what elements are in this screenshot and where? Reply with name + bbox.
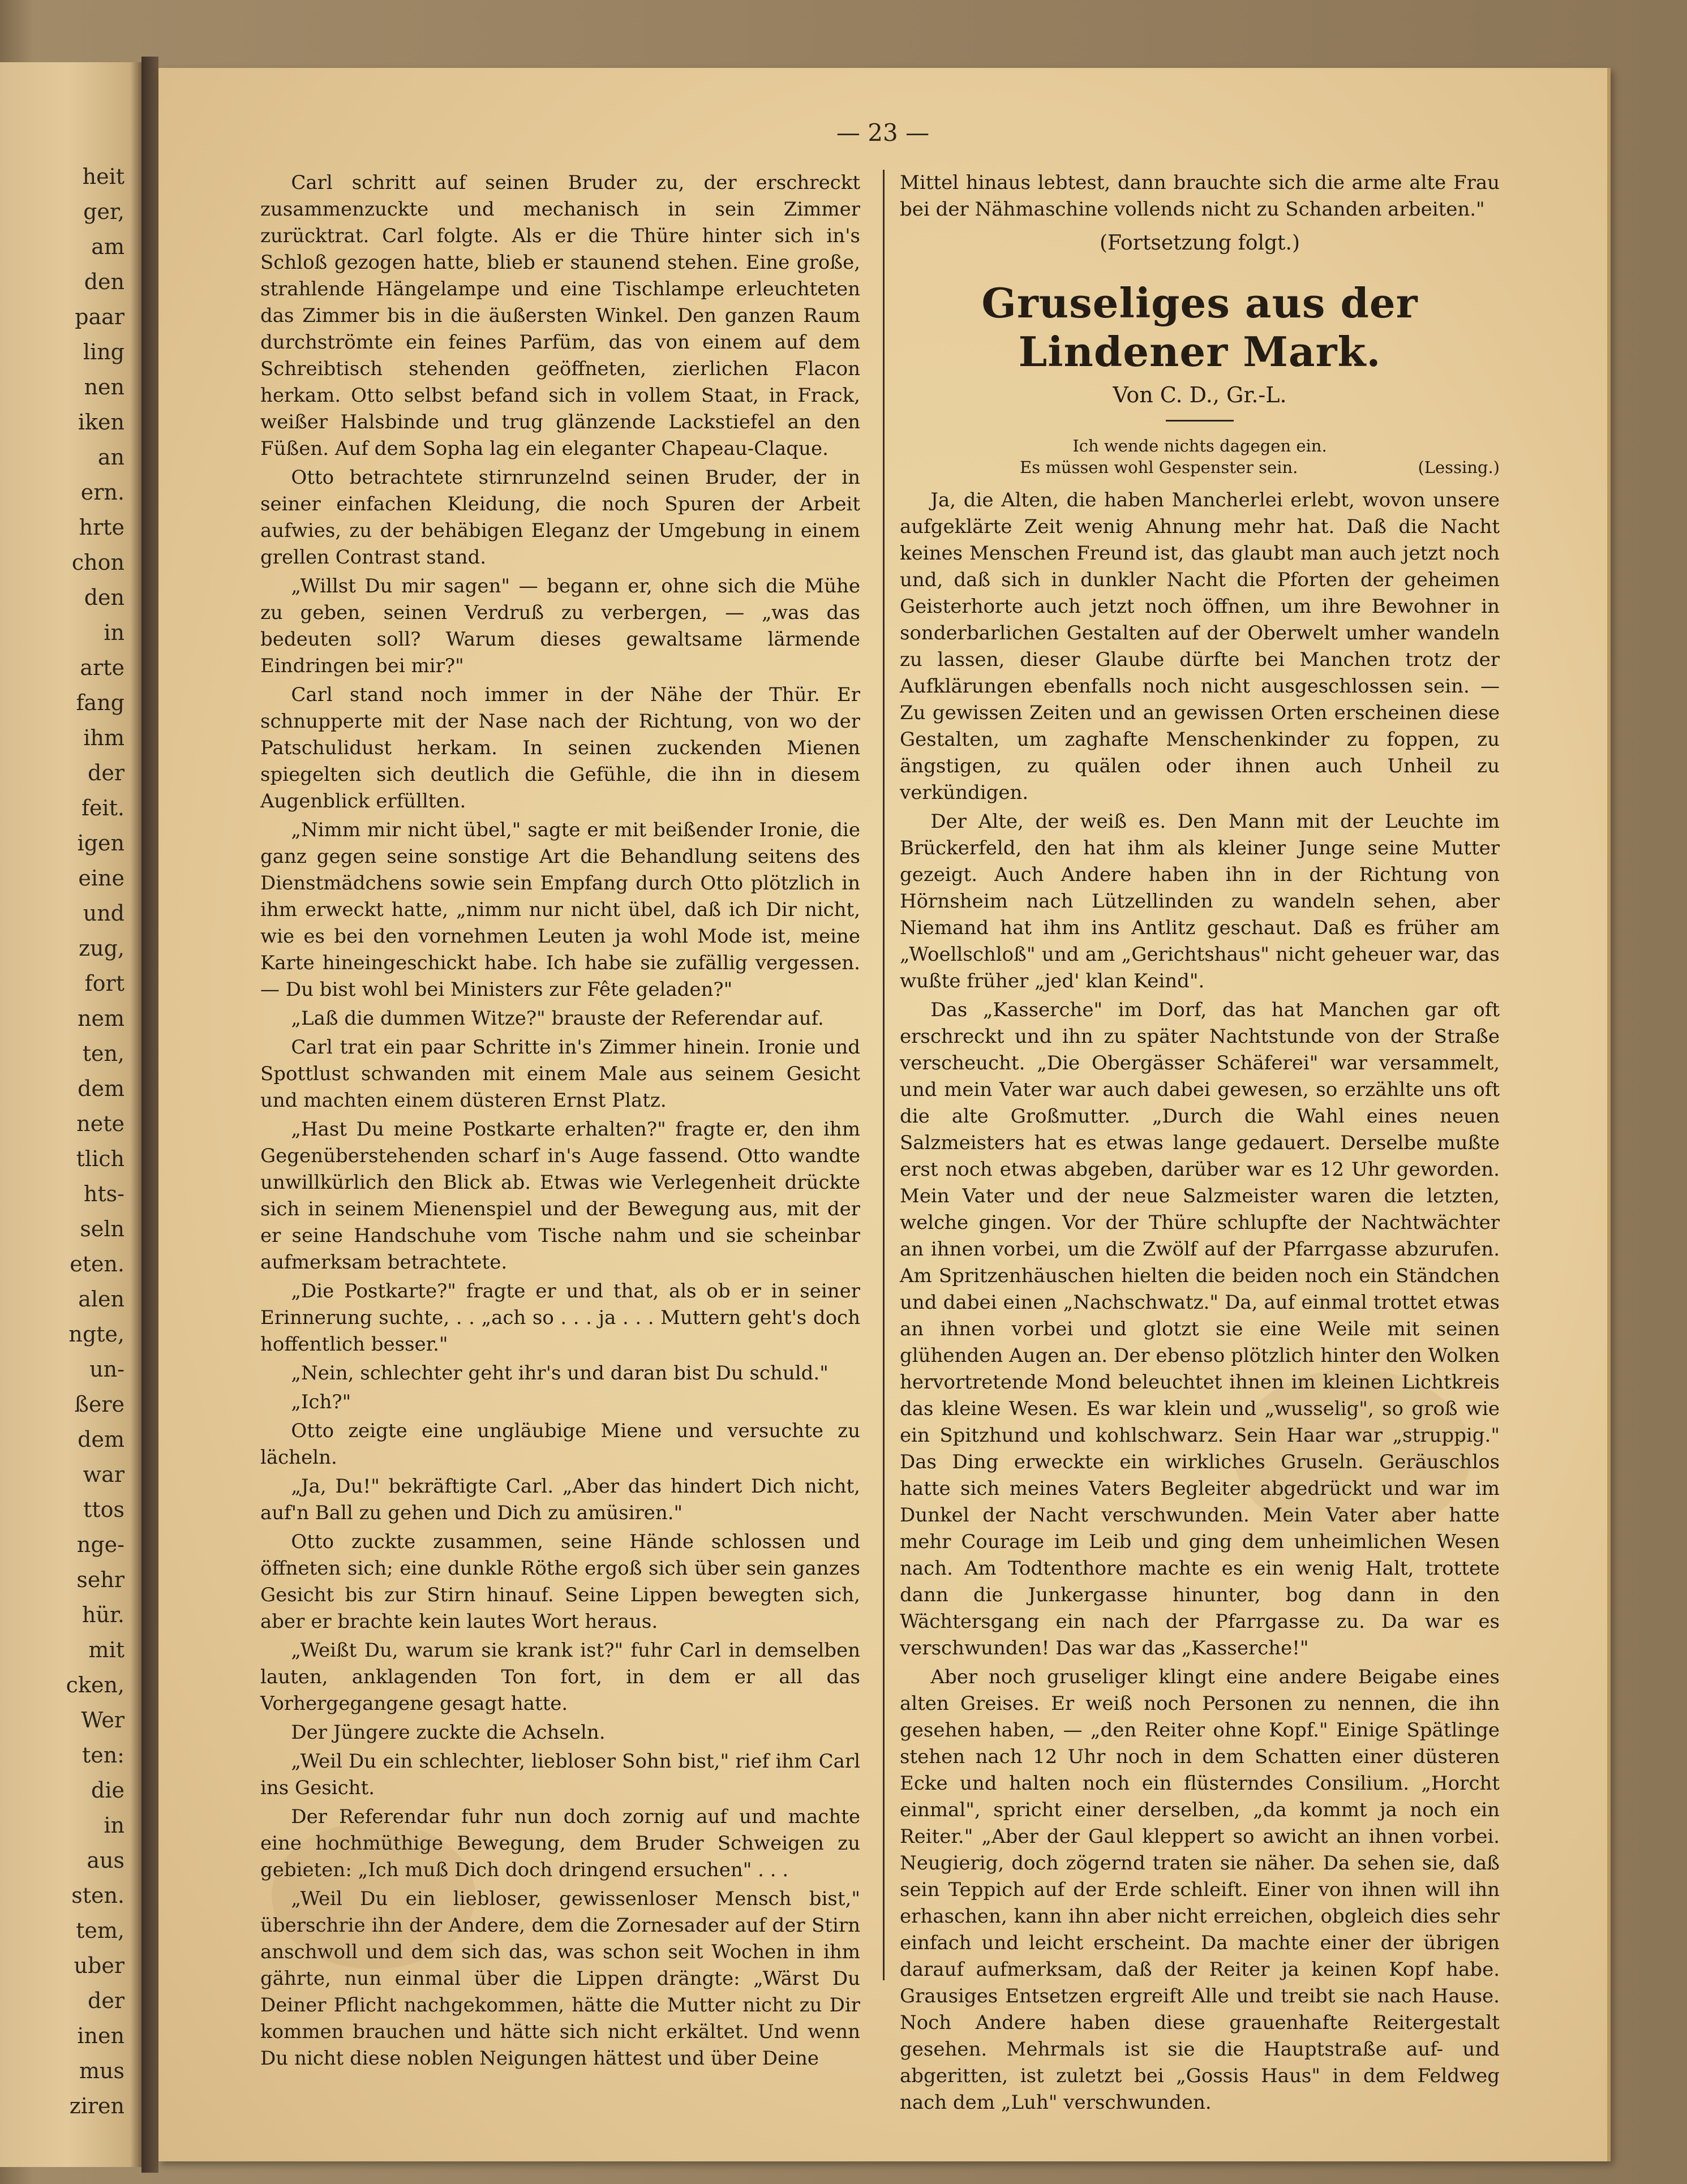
- left-page-fragment: eine: [78, 866, 125, 891]
- article-body: [900, 487, 1500, 2116]
- left-page-fragment: nen: [84, 375, 125, 399]
- left-page-fragment: Wer: [81, 1708, 125, 1732]
- epigraph-line: Ich wende nichts dagegen ein.: [1072, 436, 1327, 455]
- paragraph: Carl trat ein paar Schritte in's Zimmer hinein. Ironie und Spottlust schwanden mit einem Male aus seinem Gesicht und machten einem düsteren Ernst Platz.: [260, 1036, 860, 1112]
- left-page-fragment: an: [97, 445, 125, 470]
- left-page-fragment: und: [83, 901, 125, 926]
- paragraph: Der Jüngere zuckte die Achseln.: [291, 1721, 606, 1744]
- left-page-fragment: ttos: [83, 1497, 125, 1522]
- left-page-fragment: uber: [74, 1953, 125, 1978]
- left-page-fragment: iken: [78, 410, 125, 435]
- left-page-fragment: aus: [87, 1848, 125, 1873]
- paragraph: „Willst Du mir sagen" — begann er, ohne sich die Mühe zu geben, seinen Verdruß zu verbergen, — „was das bedeuten soll? Warum dieses gewaltsame lärmende Eindringen bei mir?": [260, 575, 860, 677]
- left-page-fragment: dem: [78, 1076, 125, 1101]
- left-page-fragment: war: [83, 1462, 125, 1487]
- paragraph: Otto betrachtete stirnrunzelnd seinen Bruder, der in seiner einfachen Kleidung, die noch Spuren der Arbeit aufwies, zu der behäbigen Eleganz der Umgebung in einem grellen Contrast stand.: [260, 466, 860, 569]
- paragraph: Das „Kasserche" im Dorf, das hat Manchen gar oft erschreckt und ihn zu später Nachtstunde von der Straße verscheucht. „Die Obergässer Schäferei" war versammelt, und mein Vater war auch dabei gewesen, so erzählte uns oft die alte Großmutter. „Durch die Wahl eines neuen Salzmeisters hat es etwas lange gedauert. Derselbe mußte erst noch etwas abgeben, darüber war es 12 Uhr geworden. Mein Vater und der neue Salzmeister waren die letzten, welche gingen. Vor der Thüre schlupfte der Nachtwächter an ihnen vorbei, um die Zwölf auf der Pfarrgasse abzurufen. Am Spritzenhäuschen hielten die beiden noch ein Ständchen und dabei einen „Nachschwatz." Da, auf einmal trottet etwas an ihnen vorbei und glotzt sie eine Weile mit seinen glühenden Augen an. Der ebenso plötzlich hinter den Wolken hervortretende Mond beleuchtet ihnen im kleinen Lichtkreis das kleine Wesen. Es war klein und „wusselig", so groß wie ein Spitzhund und kohlschwarz. Sein Haar war „struppig." Das Ding erweckte ein wirkliches Gruseln. Geräuschlos hatte sich meines Vaters Begleiter abgedrückt und war im Dunkel der Nacht verschwunden. Mein Vater aber hatte mehr Courage im Leib und ging dem unheimlichen Wesen nach. Am Todtenthore machte es ein wenig Halt, trottete dann die Junkergasse hinunter, bog dann in den Wächtersgang ein nach der Pfarrgasse zu. Da war es verschwunden! Das war das „Kasserche!": [900, 999, 1500, 1660]
- left-page-fragment: ngte,: [68, 1322, 125, 1347]
- left-page-fragment: mus: [79, 2058, 125, 2083]
- epigraph: [900, 435, 1500, 478]
- left-page-fragment: fort: [84, 971, 125, 996]
- paragraph: Carl schritt auf seinen Bruder zu, der erschreckt zusammenzuckte und mechanisch in sein Zimmer zurücktrat. Carl folgte. Als er die Thüre hinter sich in's Schloß gezogen hatte, blieb er staunend stehen. Eine große, strahlende Hängelampe und eine Tischlampe erleuchteten das Zimmer bis in die äußersten Winkel. Den ganzen Raum durchströmte ein feines Parfüm, das von einem auf dem Schreibtisch stehenden geöffneten, zierlichen Flacon herkam. Otto selbst befand sich in vollem Staat, in Frack, weißer Halsbinde und trug glänzende Lackstiefel an den Füßen. Auf dem Sopha lag ein eleganter Chapeau-Claque.: [260, 171, 860, 460]
- left-page-fragment: den: [84, 585, 125, 610]
- left-page-fragment: chon: [71, 550, 125, 575]
- left-page-fragment: ten:: [81, 1743, 125, 1768]
- left-page-fragment: hür.: [81, 1602, 125, 1627]
- paragraph: Otto zeigte eine ungläubige Miene und versuchte zu lächeln.: [260, 1420, 860, 1469]
- paragraph: „Nimm mir nicht übel," sagte er mit beißender Ironie, die ganz gegen seine sonstige Art die Behandlung seitens des Dienstmädchens sowie sein Empfang durch Otto plötzlich in ihm erweckt hatte, „nimm nur nicht übel, daß ich Dir nicht, wie es bei den vornehmen Leuten ja wohl Mode ist, meine Karte hineingeschickt habe. Ich habe sie zufällig vergessen. — Du bist wohl bei Ministers zur Fête geladen?": [260, 819, 860, 1001]
- left-page-fragment: dem: [78, 1427, 125, 1452]
- paragraph: Der Referendar fuhr nun doch zornig auf und machte eine hochmüthige Bewegung, dem Bruder Schweigen zu gebieten: „Ich muß Dich doch dringend ersuchen" . . .: [260, 1805, 860, 1881]
- left-page-fragment: ziren: [69, 2093, 125, 2118]
- column-divider: [883, 170, 885, 1980]
- paragraph: Der Alte, der weiß es. Den Mann mit der Leuchte im Brückerfeld, den hat ihm als kleiner Junge seine Mutter gezeigt. Auch Andere haben ihn in der Richtung von Hörnsheim nach Lützellinden zu wandeln sehen, aber Niemand hat ihm ins Antlitz geschaut. Daß es früher am „Woellschloß" und am „Gerichtshaus" nicht geheuer war, das wußte früher „jed' klan Keind".: [900, 810, 1500, 992]
- continued-note: (Fortsetzung folgt.): [1100, 231, 1300, 255]
- title-rule: [1166, 420, 1234, 422]
- left-page-edge: [0, 62, 141, 2167]
- page-number: — 23 —: [836, 119, 930, 147]
- left-page-fragment: ßere: [74, 1392, 125, 1417]
- left-page-fragment: der: [88, 760, 125, 785]
- left-page-fragment: mit: [88, 1637, 125, 1662]
- left-page-fragment: ger,: [83, 199, 125, 224]
- left-page-fragment: in: [104, 620, 125, 645]
- left-page-fragment: der: [88, 1988, 125, 2013]
- left-page-fragment: nge-: [76, 1532, 125, 1557]
- left-page-fragment: sten.: [71, 1883, 125, 1908]
- left-page-fragment: ihm: [83, 725, 125, 750]
- article-title: Gruseliges aus der Lindener Mark.: [981, 279, 1418, 376]
- left-page-fragment: un-: [89, 1357, 125, 1382]
- column-right: [900, 170, 1500, 2118]
- column-left: [260, 170, 860, 2074]
- left-page-fragment: paar: [75, 304, 125, 329]
- left-page-fragment: ling: [83, 339, 125, 364]
- left-page-fragment: hrte: [79, 515, 125, 540]
- paragraph: Carl stand noch immer in der Nähe der Thür. Er schnupperte mit der Nase nach der Richtung, von wo der Patschulidust herkam. In seinen zuckenden Mienen spiegelten sich deutlich die Gefühle, die ihn in diesem Augenblick erfüllten.: [260, 683, 860, 812]
- left-page-fragment: sehr: [76, 1567, 125, 1592]
- left-page-fragment: tlich: [76, 1146, 125, 1171]
- paragraph: „Hast Du meine Postkarte erhalten?" fragte er, den ihm Gegenüberstehenden scharf in's Auge fassend. Otto wandte unwillkürlich den Blick ab. Etwas wie Verlegenheit drückte sich in seinem Mienenspiel und der Bewegung aus, mit der er seine Handschuhe vom Tische nahm und sie scheinbar aufmerksam betrachtete.: [260, 1118, 860, 1274]
- left-page-fragment: ten,: [82, 1041, 125, 1066]
- left-page-fragment: fang: [76, 690, 125, 715]
- paragraph: „Ja, Du!" bekräftigte Carl. „Aber das hindert Dich nicht, auf'n Ball zu gehen und Dich zu amüsiren.": [260, 1475, 860, 1524]
- epigraph-line-text: Es müssen wohl Gespenster sein.: [1020, 458, 1298, 477]
- book-gutter: [141, 57, 158, 2173]
- paragraph: „Weil Du ein liebloser, gewissenloser Mensch bist," überschrie ihn der Andere, dem die Zornesader auf der Stirn anschwoll und dem sich das, was schon seit Wochen in ihm gährte, nun einmal über die Lippen drängte: „Wärst Du Deiner Pflicht nachgekommen, hätte die Mutter nicht zu Dir kommen brauchen und hätte sich nicht erkältet. Und wenn Du nicht diese noblen Neigungen hättest und über Deine: [260, 1888, 860, 2070]
- paragraph: „Weißt Du, warum sie krank ist?" fuhr Carl in demselben lauten, anklagenden Ton fort, in dem er all das Vorhergegangene gesagt hatte.: [260, 1639, 860, 1715]
- paragraph: „Die Postkarte?" fragte er und that, als ob er in seiner Erinnerung suchte, . . „ach so . . . ja . . . Muttern geht's doch hoffentlich besser.": [260, 1280, 860, 1356]
- left-page-fragment: tem,: [76, 1918, 125, 1943]
- left-page-fragment: arte: [80, 655, 125, 680]
- paragraph: „Nein, schlechter geht ihr's und daran bist Du schuld.": [291, 1362, 829, 1385]
- left-page-fragment: igen: [77, 831, 125, 855]
- paragraph: Aber noch gruseliger klingt eine andere Beigabe eines alten Greises. Er weiß noch Personen zu nennen, die ihn gesehen haben, — „den Reiter ohne Kopf." Einige Spätlinge stehen nach 12 Uhr noch in dem Schatten einer düsteren Ecke und halten noch ein flüsterndes Consilium. „Horcht einmal", spricht einer derselben, „da kommt ja noch ein Reiter." „Aber der Gaul kleppert so awicht an ihnen vorbei. Neugierig, doch zögernd traten sie näher. Da sehen sie, daß sein Teppich auf der Erde schleift. Einer von ihnen will ihn erhaschen, kann ihn aber nicht erreichen, obgleich dies sehr einfach und leicht erscheint. Da machte einer der übrigen darauf aufmerksam, daß der Reiter ja keinen Kopf habe. Grausiges Entsetzen ergreift Alle und treibt sie nach Hause. Noch Andere haben diese grauenhafte Reitergestalt gesehen. Mehrmals ist sie die Hauptstraße auf- und abgeritten, ist zuletzt bei „Gossis Haus" in dem Feldweg nach dem „Luh" verschwunden.: [900, 1666, 1500, 2114]
- left-page-fragment: cken,: [66, 1673, 125, 1697]
- byline: Von C. D., Gr.-L.: [1113, 382, 1287, 407]
- paragraph: „Ich?": [291, 1391, 351, 1413]
- paragraph: „Weil Du ein schlechter, liebloser Sohn bist," rief ihm Carl ins Gesicht.: [260, 1750, 860, 1799]
- left-page-fragment: hts-: [83, 1181, 125, 1206]
- epigraph-author: (Lessing.): [1418, 458, 1500, 477]
- left-page-fragment: eten.: [70, 1252, 125, 1276]
- left-page-fragment: inen: [77, 2023, 125, 2048]
- paragraph: Otto zuckte zusammen, seine Hände schlossen und öffneten sich; eine dunkle Röthe ergoß sich über sein ganzes Gesicht bis zur Stirn hinauf. Seine Lippen bewegten sich, aber er brachte kein lautes Wort heraus.: [260, 1530, 860, 1633]
- epigraph-line: [900, 457, 1500, 478]
- left-page-fragment: die: [91, 1778, 125, 1803]
- paragraph: Ja, die Alten, die haben Mancherlei erlebt, wovon unsere aufgeklärte Zeit wenig Ahnung mehr hat. Daß die Nacht keines Menschen Freund ist, das glaubt man auch jetzt noch und, daß sich in dunkler Nacht die Pforten der geheimen Geisterhorte auch jetzt noch öffnen, um ihre Bewohner in sonderbarlichen Gestalten auf der Oberwelt umher wandeln zu lassen, dieser Glaube dürfte bei Manchen trotz der Aufklärungen ebenfalls noch nicht ausgeschlossen sein. — Zu gewissen Zeiten und an gewissen Orten erscheinen diese Gestalten, um zaghafte Menschenkinder zu foppen, zu ängstigen, zu quälen oder ihnen auch Unheil zu verkündigen.: [900, 489, 1500, 804]
- left-page-fragment: ern.: [80, 480, 125, 505]
- left-page-fragment: seln: [80, 1216, 125, 1241]
- left-page-fragment: heit: [82, 164, 125, 189]
- paragraph: „Laß die dummen Witze?" brauste der Referendar auf.: [291, 1007, 824, 1030]
- left-page-fragment: nete: [76, 1111, 125, 1136]
- left-page-fragment: am: [91, 234, 125, 259]
- left-page-fragment: alen: [78, 1287, 125, 1312]
- left-page-fragment: den: [84, 269, 125, 294]
- continued-paragraph: Mittel hinaus lebtest, dann brauchte sich die arme alte Frau bei der Nähmaschine vollends nicht zu Schanden arbeiten.": [900, 171, 1500, 221]
- left-page-fragment: nem: [78, 1006, 125, 1031]
- left-page-fragment: in: [104, 1813, 125, 1838]
- left-page-fragment: feit.: [81, 796, 125, 820]
- left-page-fragment: zug,: [79, 936, 125, 961]
